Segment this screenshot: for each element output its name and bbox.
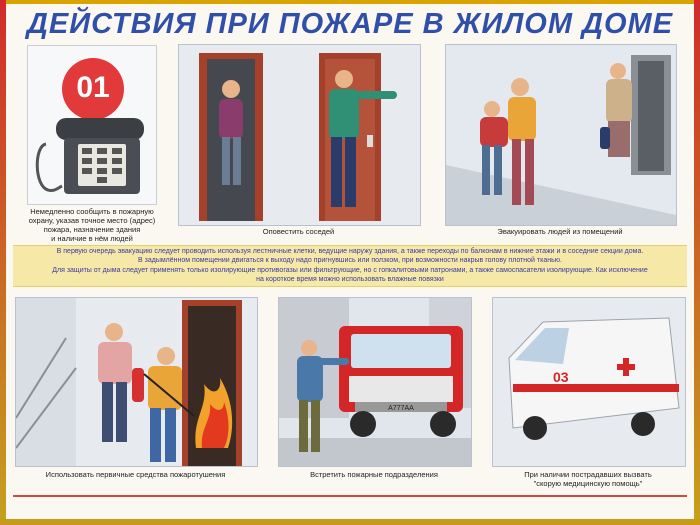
truck-plate: A777AA: [388, 405, 414, 412]
panel-meet-firefighters: [278, 297, 472, 467]
caption-line: и наличие в нём людей: [51, 234, 133, 243]
caption-line: пожара, назначение здания: [43, 225, 141, 234]
emergency-number: 01: [76, 71, 110, 104]
neighbors-illustration: [179, 45, 420, 225]
frame-top: [0, 0, 700, 4]
caption-line: Немедленно сообщить в пожарную: [30, 207, 154, 216]
door-icon: [367, 135, 373, 147]
caption-call-fire-service: [24, 207, 160, 243]
caption-meet-firefighters: [278, 470, 470, 479]
info-line: В первую очередь эвакуацию следует проводить используя лестничные клетки, ведущие наружу здания, а также переходы по балконам в нижние этажи и в соседние секции дома.: [56, 248, 644, 255]
panel-call-ambulance: [492, 297, 686, 467]
poster-title: ДЕЙСТВИЯ ПРИ ПОЖАРЕ В ЖИЛОМ ДОМЕ: [26, 8, 674, 40]
panel-evacuate-people: [445, 44, 677, 226]
panel-use-extinguishers: [15, 297, 258, 467]
panel-call-fire-service: [27, 45, 157, 205]
caption-line: Эвакуировать людей из помещений: [497, 227, 623, 236]
caption-line: Оповестить соседей: [262, 227, 335, 236]
info-band: [13, 245, 687, 287]
info-line: на короткое время можно использовать влажные повязки: [256, 276, 444, 284]
info-line: В задымлённом помещении двигаться к выходу надо пригнувшись или ползком, при возможности накрыв голову плотной тканью.: [138, 257, 562, 265]
fire-truck-illustration: [279, 298, 471, 466]
bottom-divider: [13, 495, 687, 497]
caption-evacuate-people: [445, 227, 675, 236]
frame-bottom: [0, 519, 700, 525]
caption-line: Встретить пожарные подразделения: [310, 470, 438, 479]
caption-use-extinguishers: [15, 470, 256, 479]
caption-line: "скорую медицинскую помощь": [533, 479, 643, 488]
panel-notify-neighbors: [178, 44, 421, 226]
evacuation-illustration: [446, 45, 676, 225]
caption-line: При наличии пострадавших вызвать: [524, 470, 652, 479]
caption-notify-neighbors: [178, 227, 419, 236]
caption-call-ambulance: [492, 470, 684, 488]
caption-line: Использовать первичные средства пожаротушения: [45, 470, 226, 479]
frame-left: [0, 0, 6, 525]
ambulance-number: 03: [553, 369, 569, 385]
info-line: Для защиты от дыма следует применять только изолирующие противогазы или фильтрующие, но с гопкалитовыми патронами, а также самоспасатели изолирующие. Как исключение: [52, 266, 648, 274]
frame-right: [694, 0, 700, 525]
caption-line: охрану, указав точное место (адрес): [28, 216, 156, 225]
extinguishing-illustration: [16, 298, 257, 466]
telephone-icon: [28, 46, 156, 204]
ambulance-illustration: [493, 298, 685, 466]
